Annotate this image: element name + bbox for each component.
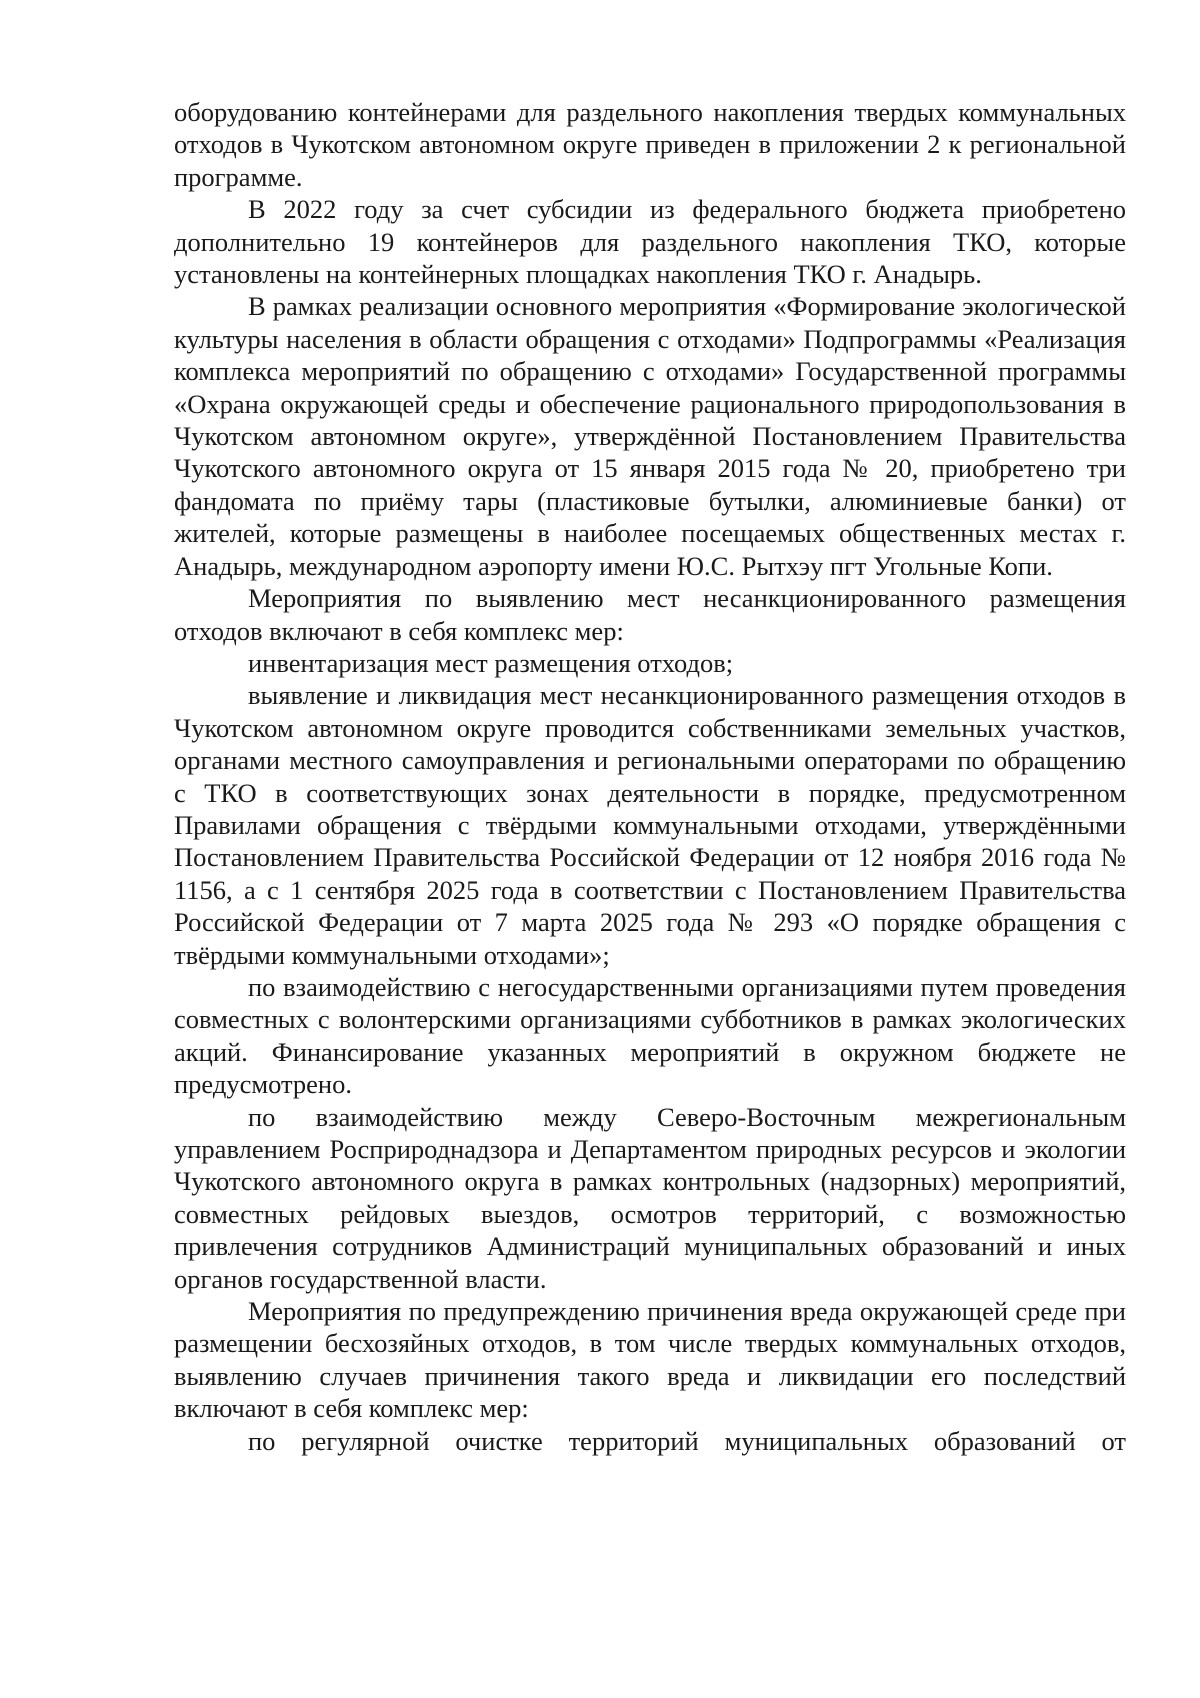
paragraph-rosprirodnadzor-cooperation: по взаимодействию между Северо-Восточным межрегиональным управлением Росприроднадзора и Департаментом природных ресурсов и экологии Чукотского автономного округа в рамках контрольных (надзорных) мероприятий, совместных рейдовых выездов, осмотров территорий, с возможностью привлечения сотрудников Администраций муниципальных образований и иных органов государственной власти. <box>174 1101 1126 1294</box>
paragraph-ngo-cooperation: по взаимодействию с негосударственными организациями путем проведения совместных с волонтерскими организациями субботников в рамках экологических акций. Финансирование указанных мероприятий в окружном бюджете не предусмотрено. <box>174 971 1126 1100</box>
paragraph-harm-prevention: Мероприятия по предупреждению причинения вреда окружающей среде при размещении бесхозяйных отходов, в том числе твердых коммунальных отходов, выявлению случаев причинения такого вреда и ликвидации его последствий включают в себя комплекс мер: <box>174 1296 1126 1424</box>
paragraph-regular-cleaning: по регулярной очистке территорий муниципальных образований от <box>248 1425 1126 1456</box>
paragraph-inventory: инвентаризация мест размещения отходов; <box>248 647 734 678</box>
paragraph-container-sorting: оборудованию контейнерами для раздельного накопления твердых коммунальных отходов в Чукотском автономном округе приведен в приложении 2 к региональной программе. <box>174 97 1126 192</box>
paragraph-containers-2022: В 2022 году за счет субсидии из федерального бюджета приобретено дополнительно 19 контейнеров для раздельного накопления ТКО, которые установлены на контейнерных площадках накопления ТКО г. Анадырь. <box>174 194 1126 290</box>
paragraph-illegal-dumps-intro: Мероприятия по выявлению мест несанкционированного размещения отходов включают в себя комплекс мер: <box>174 583 1126 646</box>
document-body <box>174 96 1126 1457</box>
paragraph-detection-liquidation: выявление и ликвидация мест несанкционированного размещения отходов в Чукотском автономном округе проводится собственниками земельных участков, органами местного самоуправления и региональными операторами по обращению с ТКО в соответствующих зонах деятельности в порядке, предусмотренном Правилами обращения с твёрдыми коммунальными отходами, утверждёнными Постановлением Правительства Российской Федерации от 12 ноября 2016 года № 1156, а с 1 сентября 2025 года в соответствии с Постановлением Правительства Российской Федерации от 7 марта 2025 года № 293 «О порядке обращения с твёрдыми коммунальными отходами»; <box>174 680 1126 970</box>
paragraph-eco-culture: В рамках реализации основного мероприятия «Формирование экологической культуры населения в области обращения с отходами» Подпрограммы «Реализация комплекса мероприятий по обращению с отходами» Государственной программы «Охрана окружающей среды и обеспечение рационального природопользования в Чукотском автономном округе», утверждённой Постановлением Правительства Чукотского автономного округа от 15 января 2015 года № 20, приобретено три фандомата по приёму тары (пластиковые бутылки, алюминиевые банки) от жителей, которые размещены в наиболее посещаемых общественных местах г. Анадырь, международном аэропорту имени Ю.С. Рытхэу пгт Угольные Копи. <box>174 291 1126 581</box>
